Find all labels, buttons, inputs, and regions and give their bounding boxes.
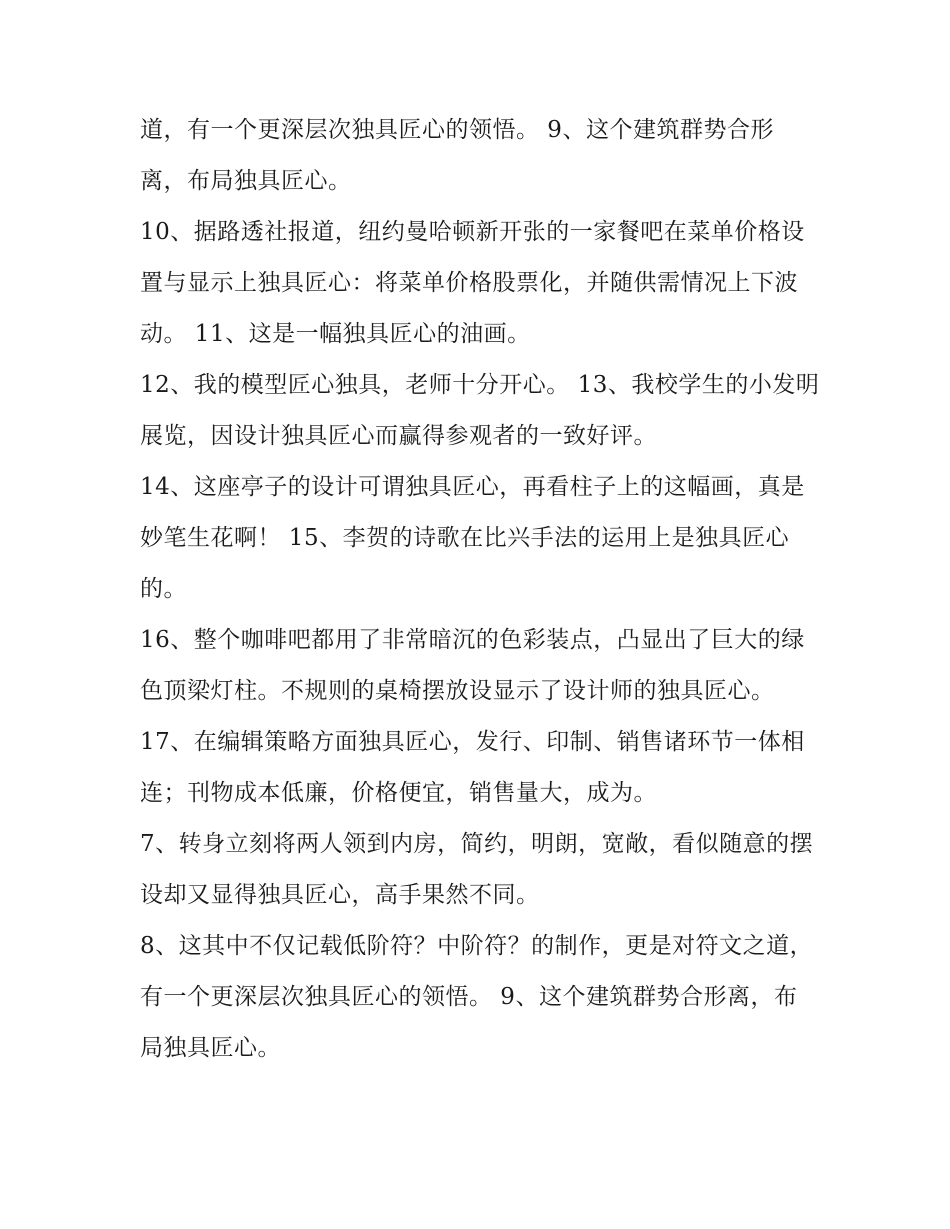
paragraph-3: 12、我的模型匠心独具，老师十分开心。 13、我校学生的小发明展览，因设计独具匠心而赢得参观者的一致好评。: [140, 372, 820, 449]
paragraph-7: 7、转身立刻将两人领到内房，简约，明朗，宽敞，看似随意的摆设却又显得独具匠心，高手果然不同。: [140, 831, 814, 908]
paragraph-4: 14、这座亭子的设计可谓独具匠心，再看柱子上的这幅画，真是妙笔生花啊！ 15、李贺的诗歌在比兴手法的运用上是独具匠心的。: [140, 474, 805, 602]
paragraph-8: 8、这其中不仅记载低阶符？中阶符？的制作，更是对符文之道，有一个更深层次独具匠心的领悟。 9、这个建筑群势合形离，布局独具匠心。: [140, 933, 814, 1061]
paragraph-6: 17、在编辑策略方面独具匠心，发行、印制、销售诸环节一体相连；刊物成本低廉，价格便宜，销售量大，成为。: [140, 729, 805, 806]
paragraph-5: 16、整个咖啡吧都用了非常暗沉的色彩装点，凸显出了巨大的绿色顶梁灯柱。不规则的桌椅摆放设显示了设计师的独具匠心。: [140, 627, 805, 704]
document-body: [140, 105, 820, 1074]
paragraph-2: 10、据路透社报道，纽约曼哈顿新开张的一家餐吧在菜单价格设置与显示上独具匠心：将菜单价格股票化，并随供需情况上下波动。 11、这是一幅独具匠心的油画。: [140, 219, 805, 347]
paragraph-1: 道，有一个更深层次独具匠心的领悟。 9、这个建筑群势合形离，布局独具匠心。: [140, 117, 774, 194]
